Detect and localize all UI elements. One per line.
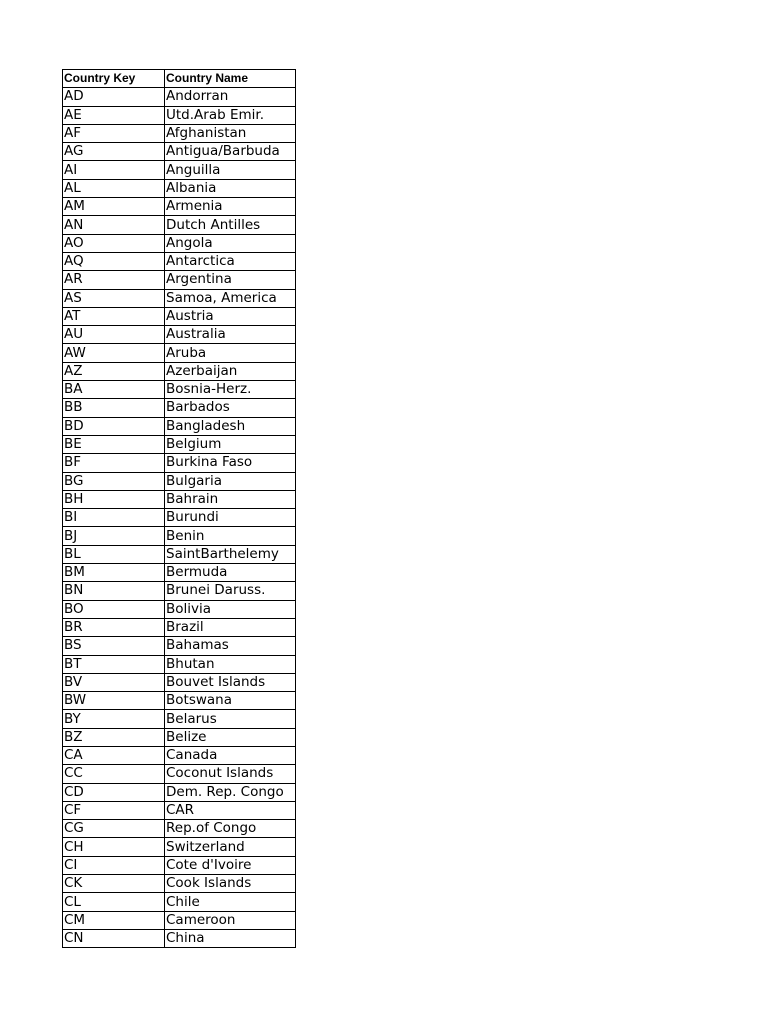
country-name-cell: Bouvet Islands bbox=[165, 673, 296, 691]
country-key-cell: CC bbox=[63, 765, 165, 783]
country-name-cell: Belgium bbox=[165, 435, 296, 453]
table-row bbox=[63, 582, 296, 600]
table-body bbox=[63, 88, 296, 948]
table-row bbox=[63, 143, 296, 161]
country-key-cell: BA bbox=[63, 381, 165, 399]
country-key-cell: BY bbox=[63, 710, 165, 728]
table-row bbox=[63, 728, 296, 746]
country-key-cell: AE bbox=[63, 106, 165, 124]
country-name-header: Country Name bbox=[165, 70, 296, 88]
country-name-cell: Cote d'Ivoire bbox=[165, 856, 296, 874]
country-name-cell: Bahamas bbox=[165, 637, 296, 655]
country-name-cell: Anguilla bbox=[165, 161, 296, 179]
country-key-cell: AU bbox=[63, 326, 165, 344]
country-key-cell: AR bbox=[63, 271, 165, 289]
table-row bbox=[63, 509, 296, 527]
country-name-cell: CAR bbox=[165, 801, 296, 819]
table-row bbox=[63, 252, 296, 270]
table-row bbox=[63, 692, 296, 710]
table-row bbox=[63, 929, 296, 947]
country-name-cell: Aruba bbox=[165, 344, 296, 362]
country-name-cell: Dem. Rep. Congo bbox=[165, 783, 296, 801]
table-row bbox=[63, 362, 296, 380]
country-name-cell: Belarus bbox=[165, 710, 296, 728]
country-name-cell: Benin bbox=[165, 527, 296, 545]
country-key-cell: BR bbox=[63, 618, 165, 636]
table-row bbox=[63, 88, 296, 106]
country-key-cell: CL bbox=[63, 893, 165, 911]
table-row bbox=[63, 454, 296, 472]
table-row bbox=[63, 820, 296, 838]
country-key-cell: AN bbox=[63, 216, 165, 234]
country-name-cell: Bulgaria bbox=[165, 472, 296, 490]
country-name-cell: Barbados bbox=[165, 399, 296, 417]
table-row bbox=[63, 490, 296, 508]
country-key-cell: BW bbox=[63, 692, 165, 710]
country-name-cell: Cameroon bbox=[165, 911, 296, 929]
table-row bbox=[63, 637, 296, 655]
table-row bbox=[63, 856, 296, 874]
country-name-cell: Bahrain bbox=[165, 490, 296, 508]
table-row bbox=[63, 875, 296, 893]
table-row bbox=[63, 472, 296, 490]
country-name-cell: Bosnia-Herz. bbox=[165, 381, 296, 399]
table-row bbox=[63, 216, 296, 234]
country-key-cell: CN bbox=[63, 929, 165, 947]
table-row bbox=[63, 710, 296, 728]
country-key-cell: AI bbox=[63, 161, 165, 179]
country-name-cell: Argentina bbox=[165, 271, 296, 289]
country-key-cell: CK bbox=[63, 875, 165, 893]
table-row bbox=[63, 746, 296, 764]
country-key-cell: AQ bbox=[63, 252, 165, 270]
table-row bbox=[63, 838, 296, 856]
country-name-cell: Antigua/Barbuda bbox=[165, 143, 296, 161]
table-row bbox=[63, 344, 296, 362]
country-key-cell: CG bbox=[63, 820, 165, 838]
country-key-cell: BB bbox=[63, 399, 165, 417]
country-key-cell: AS bbox=[63, 289, 165, 307]
table-row bbox=[63, 600, 296, 618]
country-key-cell: BO bbox=[63, 600, 165, 618]
country-key-cell: AZ bbox=[63, 362, 165, 380]
country-key-cell: BJ bbox=[63, 527, 165, 545]
table-row bbox=[63, 106, 296, 124]
country-name-cell: Brazil bbox=[165, 618, 296, 636]
country-key-cell: BH bbox=[63, 490, 165, 508]
country-key-cell: BZ bbox=[63, 728, 165, 746]
country-key-cell: BV bbox=[63, 673, 165, 691]
country-key-cell: BI bbox=[63, 509, 165, 527]
table-row bbox=[63, 765, 296, 783]
country-name-cell: Armenia bbox=[165, 198, 296, 216]
country-key-cell: BT bbox=[63, 655, 165, 673]
country-key-cell: BF bbox=[63, 454, 165, 472]
country-name-cell: Austria bbox=[165, 307, 296, 325]
country-name-cell: Coconut Islands bbox=[165, 765, 296, 783]
country-key-cell: CF bbox=[63, 801, 165, 819]
table-row bbox=[63, 381, 296, 399]
table-row bbox=[63, 326, 296, 344]
country-key-cell: BN bbox=[63, 582, 165, 600]
table-row bbox=[63, 911, 296, 929]
country-name-cell: Bolivia bbox=[165, 600, 296, 618]
table-row bbox=[63, 893, 296, 911]
spreadsheet-area bbox=[62, 69, 296, 948]
table-row bbox=[63, 271, 296, 289]
table-row bbox=[63, 655, 296, 673]
country-key-cell: CA bbox=[63, 746, 165, 764]
table-row bbox=[63, 545, 296, 563]
country-key-cell: BD bbox=[63, 417, 165, 435]
country-name-cell: Dutch Antilles bbox=[165, 216, 296, 234]
country-name-cell: Burundi bbox=[165, 509, 296, 527]
country-name-cell: Brunei Daruss. bbox=[165, 582, 296, 600]
country-key-cell: BG bbox=[63, 472, 165, 490]
country-key-cell: CH bbox=[63, 838, 165, 856]
country-key-cell: CD bbox=[63, 783, 165, 801]
table-row bbox=[63, 289, 296, 307]
country-name-cell: Switzerland bbox=[165, 838, 296, 856]
country-name-cell: Bhutan bbox=[165, 655, 296, 673]
country-key-cell: AL bbox=[63, 179, 165, 197]
country-name-cell: Burkina Faso bbox=[165, 454, 296, 472]
country-name-cell: Bangladesh bbox=[165, 417, 296, 435]
country-name-cell: Andorran bbox=[165, 88, 296, 106]
table-row bbox=[63, 234, 296, 252]
country-name-cell: SaintBarthelemy bbox=[165, 545, 296, 563]
country-key-cell: AD bbox=[63, 88, 165, 106]
table-row bbox=[63, 198, 296, 216]
country-key-cell: BE bbox=[63, 435, 165, 453]
country-key-cell: AM bbox=[63, 198, 165, 216]
table-row bbox=[63, 417, 296, 435]
country-name-cell: Cook Islands bbox=[165, 875, 296, 893]
country-name-cell: Albania bbox=[165, 179, 296, 197]
table-row bbox=[63, 161, 296, 179]
country-key-cell: AT bbox=[63, 307, 165, 325]
country-key-cell: BS bbox=[63, 637, 165, 655]
country-key-cell: AW bbox=[63, 344, 165, 362]
table-row bbox=[63, 399, 296, 417]
country-name-cell: China bbox=[165, 929, 296, 947]
country-name-cell: Belize bbox=[165, 728, 296, 746]
country-table bbox=[62, 69, 296, 948]
table-row bbox=[63, 564, 296, 582]
table-row bbox=[63, 783, 296, 801]
table-row bbox=[63, 618, 296, 636]
country-key-cell: CI bbox=[63, 856, 165, 874]
country-name-cell: Azerbaijan bbox=[165, 362, 296, 380]
country-name-cell: Utd.Arab Emir. bbox=[165, 106, 296, 124]
table-row bbox=[63, 527, 296, 545]
table-row bbox=[63, 179, 296, 197]
country-name-cell: Afghanistan bbox=[165, 124, 296, 142]
country-key-cell: AG bbox=[63, 143, 165, 161]
country-key-cell: AO bbox=[63, 234, 165, 252]
country-name-cell: Chile bbox=[165, 893, 296, 911]
country-name-cell: Angola bbox=[165, 234, 296, 252]
table-row bbox=[63, 801, 296, 819]
country-name-cell: Bermuda bbox=[165, 564, 296, 582]
country-key-cell: BL bbox=[63, 545, 165, 563]
header-row bbox=[63, 70, 296, 88]
table-row bbox=[63, 307, 296, 325]
table-row bbox=[63, 435, 296, 453]
country-name-cell: Australia bbox=[165, 326, 296, 344]
country-name-cell: Canada bbox=[165, 746, 296, 764]
country-name-cell: Antarctica bbox=[165, 252, 296, 270]
country-key-cell: CM bbox=[63, 911, 165, 929]
table-row bbox=[63, 124, 296, 142]
country-key-header: Country Key bbox=[63, 70, 165, 88]
country-key-cell: BM bbox=[63, 564, 165, 582]
table-row bbox=[63, 673, 296, 691]
country-name-cell: Botswana bbox=[165, 692, 296, 710]
country-name-cell: Rep.of Congo bbox=[165, 820, 296, 838]
country-name-cell: Samoa, America bbox=[165, 289, 296, 307]
country-key-cell: AF bbox=[63, 124, 165, 142]
